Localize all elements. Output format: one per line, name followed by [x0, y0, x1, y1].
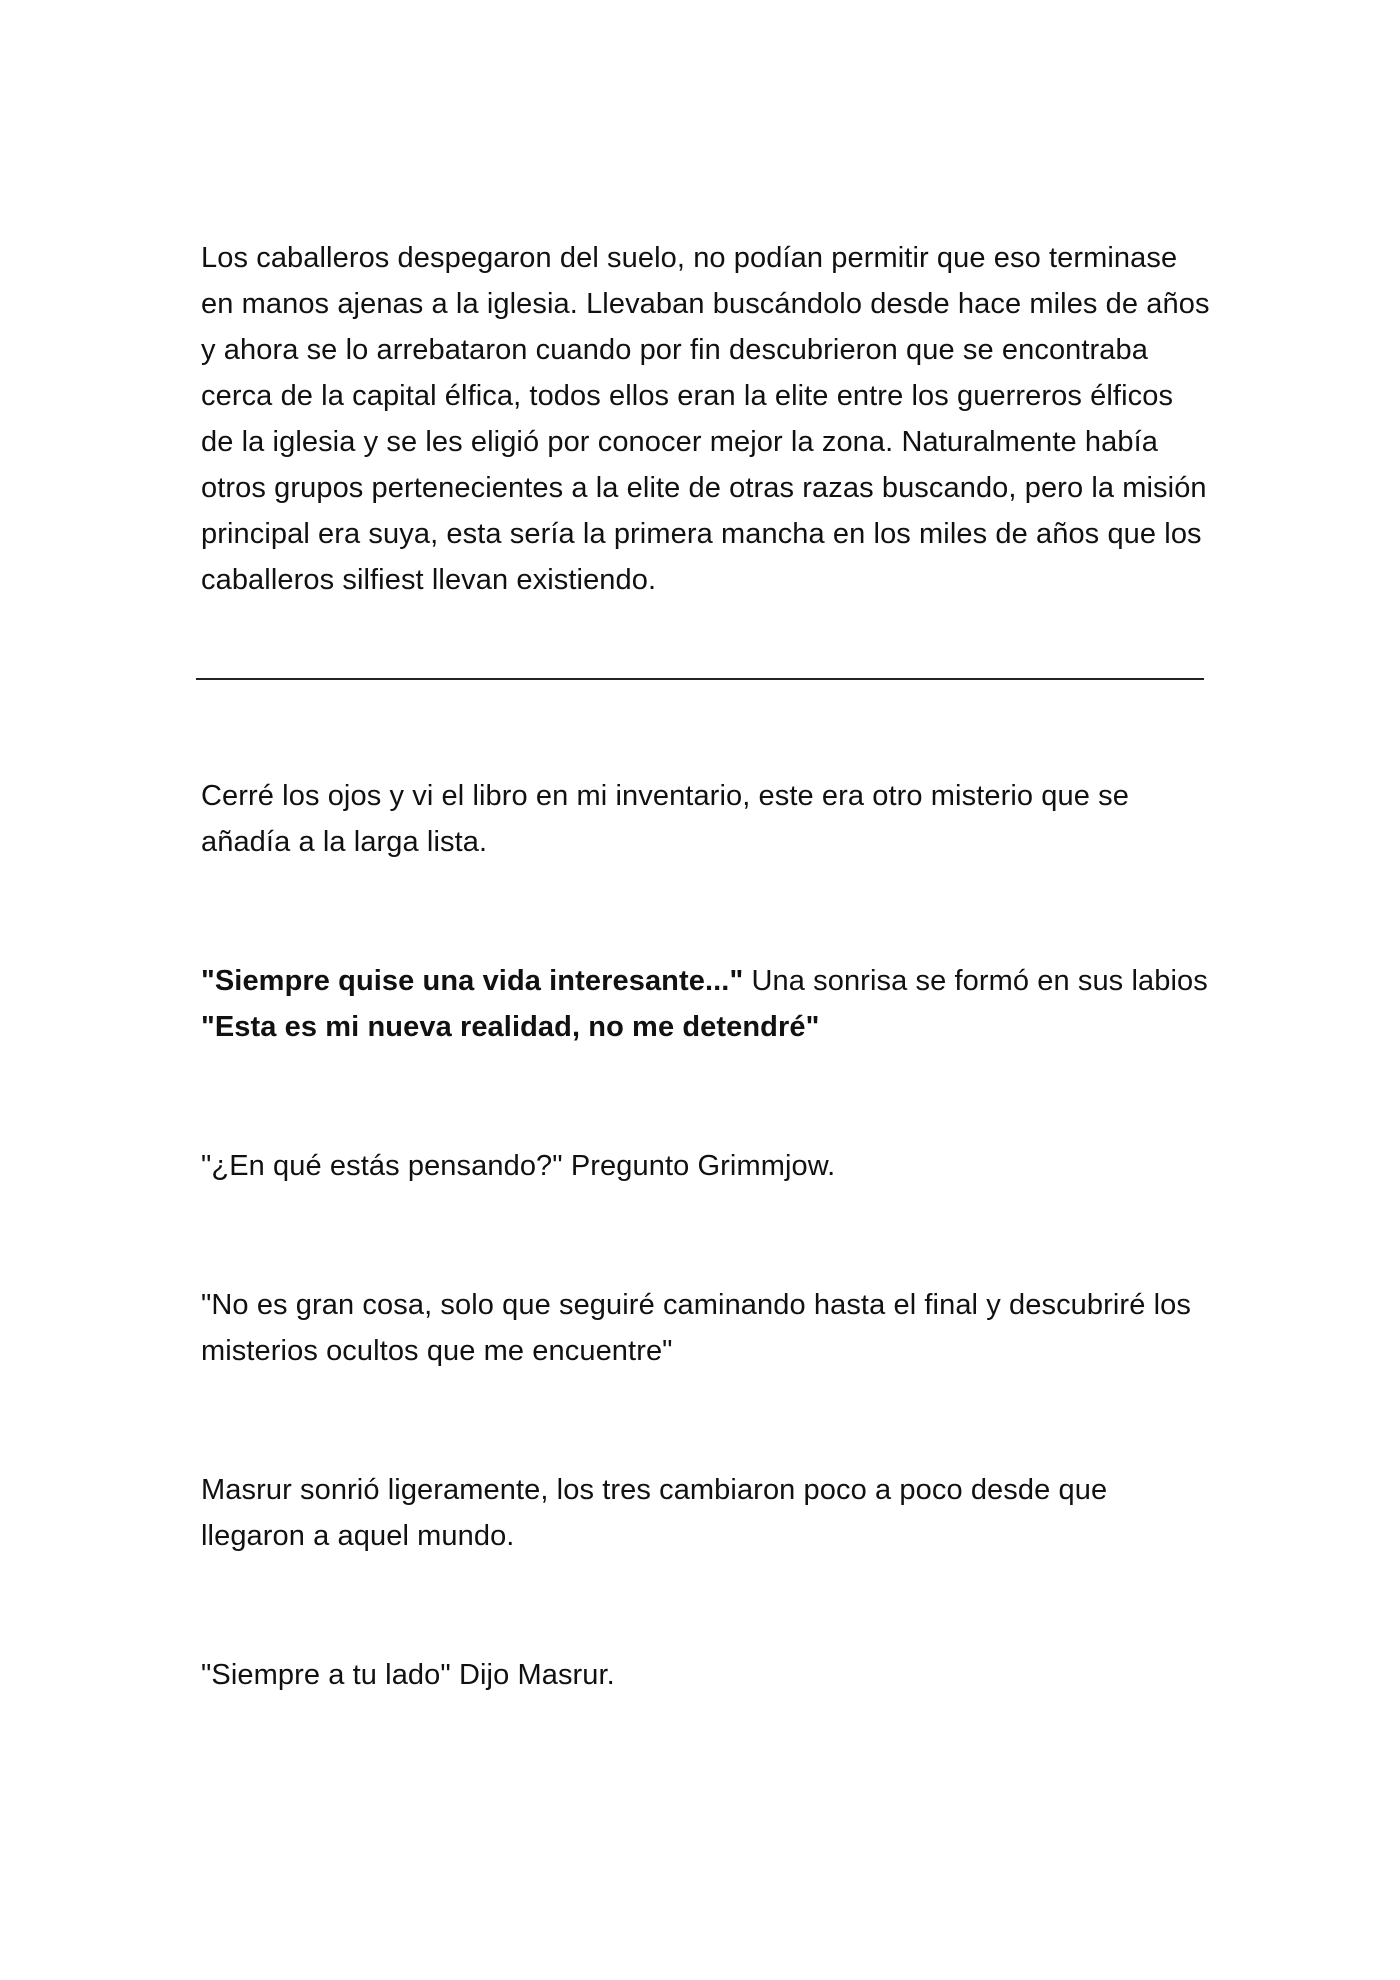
dialogue-narration: Una sonrisa se formó en sus labios	[743, 965, 1208, 997]
dialogue-paragraph-masrur: "Siempre a tu lado" Dijo Masrur.	[201, 1659, 615, 1691]
narrative-paragraph-masrur: Masrur sonrió ligeramente, los tres cambiaron poco a poco desde que llegaron a aquel mundo.	[201, 1474, 1108, 1552]
narrative-paragraph-inventory: Cerré los ojos y vi el libro en mi inventario, este era otro misterio que se añadía a la larga lista.	[201, 780, 1129, 858]
dialogue-bold-line-1: "Siempre quise una vida interesante..."	[201, 965, 744, 997]
narrative-paragraph-knights: Los caballeros despegaron del suelo, no podían permitir que eso terminase en manos ajenas a la iglesia. Llevaban buscándolo desde hace miles de años y ahora se lo arrebataron cuando por fin descubrieron que se encontraba cerca de la capital élfica, todos ellos eran la elite entre los guerreros élficos de la iglesia y se les eligió por conocer mejor la zona. Naturalmente había otros grupos pertenecientes a la elite de otras razas buscando, pero la misión principal era suya, esta sería la primera mancha en los miles de años que los caballeros silfiest llevan existiendo.	[201, 242, 1210, 596]
dialogue-paragraph-reply: "No es gran cosa, solo que seguiré caminando hasta el final y descubriré los misterios ocultos que me encuentre"	[201, 1289, 1191, 1367]
dialogue-paragraph-grimmjow: "¿En qué estás pensando?" Pregunto Grimmjow.	[201, 1150, 836, 1182]
section-divider	[196, 678, 1204, 680]
dialogue-bold-line-2: "Esta es mi nueva realidad, no me detendré"	[201, 1011, 820, 1043]
dialogue-paragraph-interesting-life	[201, 958, 1211, 1050]
